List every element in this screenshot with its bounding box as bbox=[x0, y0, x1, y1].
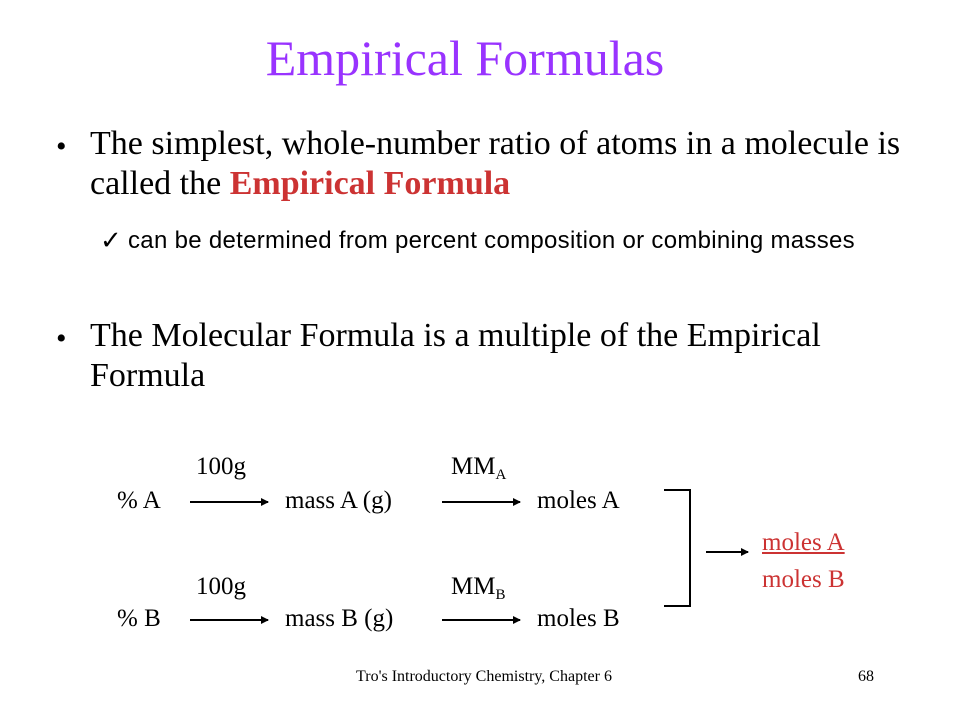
arrow-label-mm-b: $MM_B$ bbox=[451, 573, 506, 603]
footer-source: Tro's Introductory Chemistry, Chapter 6 bbox=[356, 668, 612, 685]
arrow-label-mm-a: $MM_A$ bbox=[451, 453, 507, 483]
bracket bbox=[664, 490, 690, 606]
arrow-label-100g-a: 100g bbox=[196, 453, 246, 480]
ratio-numerator: moles A bbox=[762, 529, 845, 556]
mass-a: mass A (g) bbox=[285, 487, 392, 514]
bullet-1-text: The simplest, whole-number ratio of atoms in a molecule is called the bbox=[90, 125, 901, 202]
page-number: 68 bbox=[858, 668, 874, 685]
mass-b: mass B (g) bbox=[285, 605, 394, 632]
bullet-marker: • bbox=[56, 322, 67, 355]
checkmark-icon: ✓ bbox=[100, 226, 122, 255]
bullet-marker: • bbox=[56, 130, 67, 163]
bullet-2-text: The Molecular Formula is a multiple of the Empirical Formula bbox=[90, 317, 821, 394]
arrow-label-100g-b: 100g bbox=[196, 573, 246, 600]
empirical-formula-term: Empirical Formula bbox=[229, 165, 511, 202]
percent-b: % B bbox=[117, 605, 161, 632]
moles-a: moles A bbox=[537, 487, 620, 514]
slide-title: Empirical Formulas bbox=[265, 30, 665, 86]
ratio-denominator: moles B bbox=[762, 566, 845, 593]
sub-bullet-text: can be determined from percent composition or combining masses bbox=[128, 227, 855, 254]
percent-a: % A bbox=[117, 487, 161, 514]
moles-b: moles B bbox=[537, 605, 620, 632]
